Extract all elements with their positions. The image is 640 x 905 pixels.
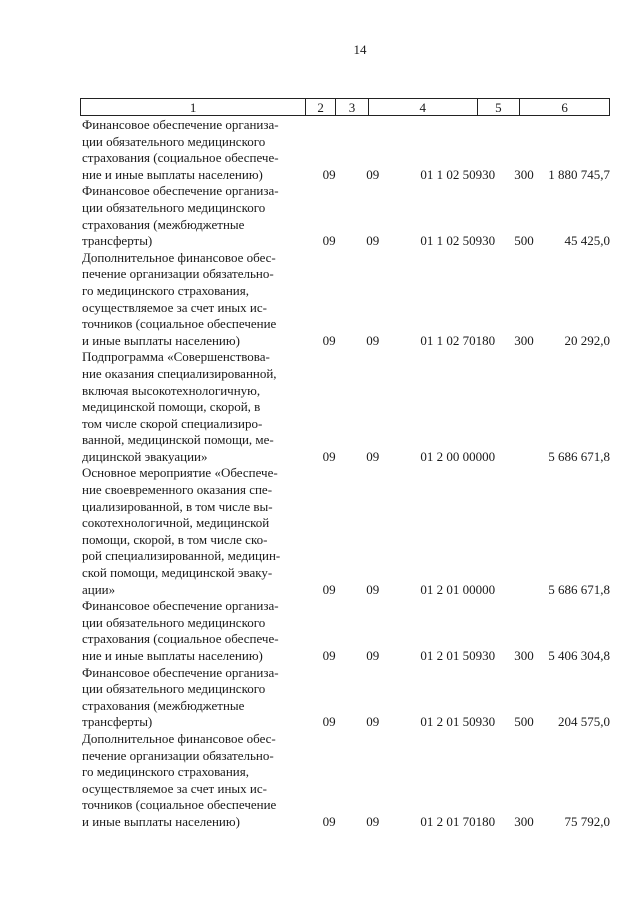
row-description: Дополнительное финансовое обес- печение организации обязательно- го медицинского страхования, осуществляемое за счет иных ис- точников (социальное обеспечение и иные выплаты населению): [82, 730, 277, 829]
table-row: [80, 250, 610, 350]
row-subsection: 09: [366, 233, 380, 249]
row-description: Финансовое обеспечение организа- ции обязательного медицинского страхования (межбюджетные трансферты): [82, 183, 279, 249]
row-amount: 5 406 304,8: [548, 648, 611, 663]
row-description: Финансовое обеспечение организа- ции обязательного медицинского страхования (социальное обеспече- ние и иные выплаты населению): [82, 598, 279, 663]
row-expense-type: 500: [514, 233, 534, 249]
table-row: [80, 465, 610, 598]
header-col-2: 2: [306, 99, 336, 115]
table-row: [80, 665, 610, 731]
row-amount: 45 425,0: [564, 233, 611, 249]
row-target-article: 01 2 01 50930: [420, 714, 496, 730]
row-expense-type: 300: [514, 166, 534, 182]
header-col-6: 6: [561, 99, 568, 115]
row-section: 09: [322, 448, 336, 464]
row-subsection: 09: [366, 166, 380, 182]
table-row: [80, 731, 610, 831]
row-description: Подпрограмма «Совершенствова- ние оказания специализированной, включая высокотехнологичную, медицинской помощи, скорой, в том числе скорой специализиро- ванной, медицинской помощи, ме- дицинской эвакуации»: [82, 349, 277, 464]
row-target-article: 01 2 01 70180: [420, 813, 496, 829]
table-body: [80, 117, 610, 831]
row-section: 09: [322, 714, 336, 730]
row-section: 09: [322, 813, 336, 829]
row-expense-type: 300: [514, 648, 534, 663]
row-section: 09: [322, 581, 336, 597]
row-expense-type: 500: [514, 714, 534, 730]
row-subsection: 09: [366, 581, 380, 597]
row-amount: 204 575,0: [558, 714, 611, 730]
row-target-article: 01 1 02 70180: [420, 332, 496, 348]
row-expense-type: 300: [514, 813, 534, 829]
row-amount: 5 686 671,8: [548, 448, 611, 464]
header-col-4: 4: [369, 99, 478, 115]
row-amount: 5 686 671,8: [548, 581, 611, 597]
row-description: Основное мероприятие «Обеспече- ние своевременного оказания спе- циализированной, в том числе вы- сокотехнологичной, медицинской помощи, скорой, в том числе ско- рой специализированной, медицин- ской помощи, медицинской эваку- ации»: [82, 465, 281, 597]
row-target-article: 01 2 01 00000: [420, 581, 496, 597]
page-number: 14: [353, 42, 367, 57]
table-header: [80, 98, 610, 116]
row-target-article: 01 1 02 50930: [420, 233, 496, 249]
row-target-article: 01 2 00 00000: [420, 448, 496, 464]
row-amount: 20 292,0: [564, 332, 611, 348]
row-description: Финансовое обеспечение организа- ции обязательного медицинского страхования (межбюджетные трансферты): [82, 664, 279, 730]
row-section: 09: [322, 648, 336, 663]
row-target-article: 01 2 01 50930: [420, 648, 496, 663]
row-subsection: 09: [366, 714, 380, 730]
row-section: 09: [322, 166, 336, 182]
row-expense-type: 300: [514, 332, 534, 348]
row-target-article: 01 1 02 50930: [420, 166, 496, 182]
row-subsection: 09: [366, 813, 380, 829]
row-description: Финансовое обеспечение организа- ции обязательного медицинского страхования (социальное обеспече- ние и иные выплаты населению): [82, 117, 279, 182]
row-subsection: 09: [366, 332, 380, 348]
table-row: [80, 349, 610, 465]
header-col-5: 5: [478, 99, 521, 115]
table-row: [80, 117, 610, 183]
header-col-3: 3: [336, 99, 369, 115]
row-subsection: 09: [366, 648, 380, 663]
table-row: [80, 183, 610, 249]
row-section: 09: [322, 332, 336, 348]
row-amount: 75 792,0: [564, 813, 611, 829]
row-amount: 1 880 745,7: [548, 166, 611, 182]
row-description: Дополнительное финансовое обес- печение организации обязательно- го медицинского страхования, осуществляемое за счет иных ис- точников (социальное обеспечение и иные выплаты населению): [82, 249, 277, 348]
row-section: 09: [322, 233, 336, 249]
table-row: [80, 598, 610, 664]
row-subsection: 09: [366, 448, 380, 464]
header-col-1: 1: [81, 99, 306, 115]
